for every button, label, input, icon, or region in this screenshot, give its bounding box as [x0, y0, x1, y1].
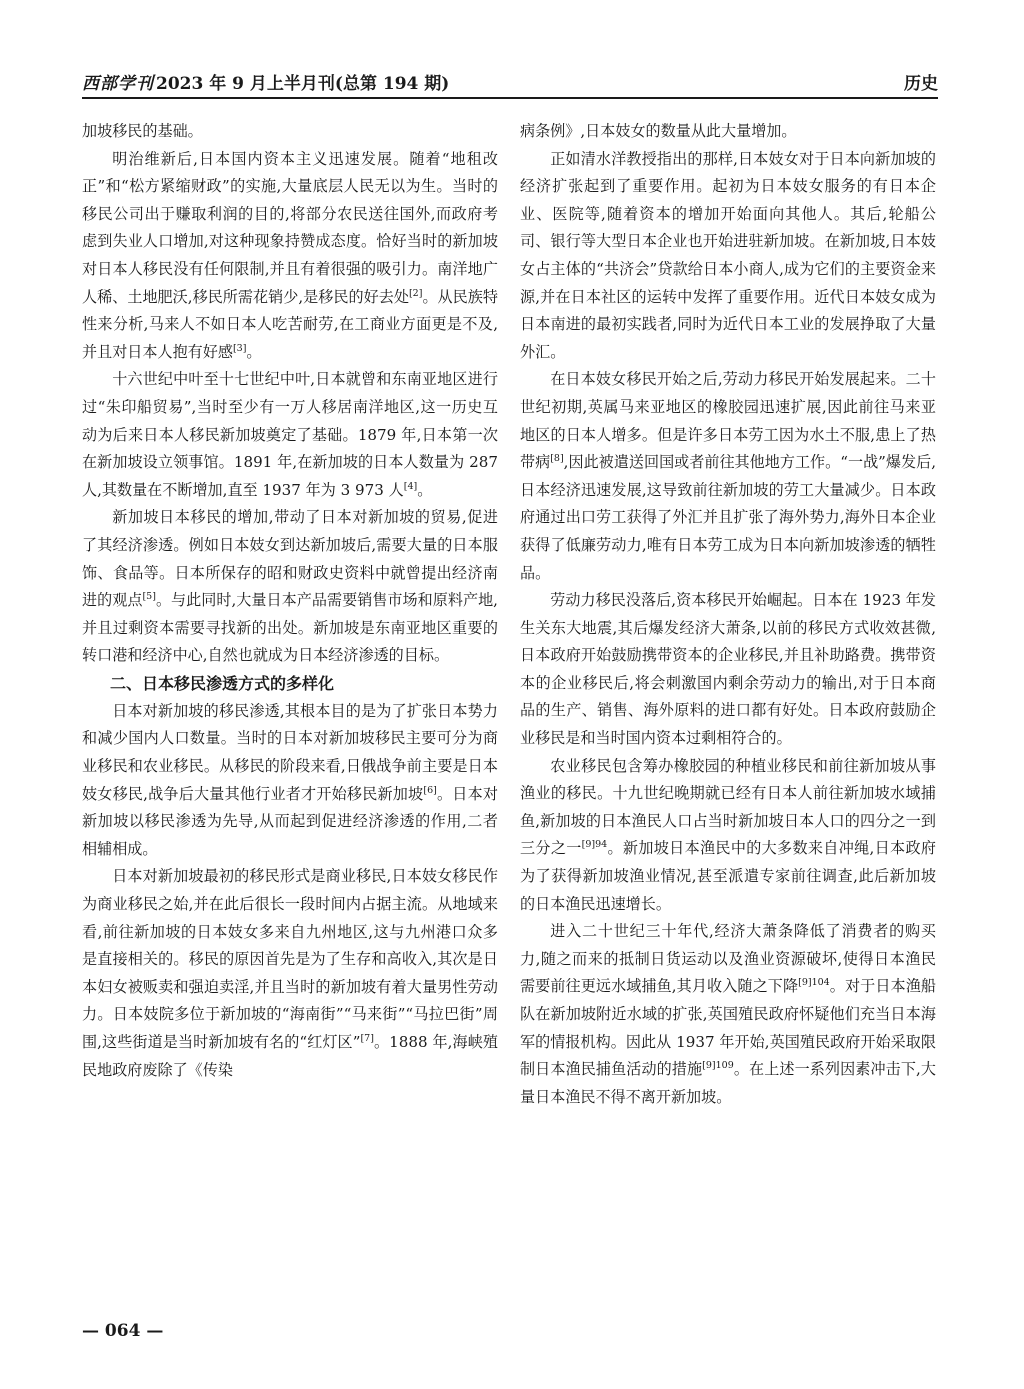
paragraph: 日本对新加坡最初的移民形式是商业移民,日本妓女移民作为商业移民之始,并在此后很长一段时间内占据主流。从地域来看,前往新加坡的日本妓女多来自九州地区,这与九州港口众多是直接相关的。移民的原因首先是为了生存和高收入,其次是日本妇女被贩卖和强迫卖淫,并且当时的新加坡有着大量男性劳动力。日本妓院多位于新加坡的“海南街”“马来街”“马拉巴街”周围,这些街道是当时新加坡有名的“红灯区”[7]。1888 年,海峡殖民地政府废除了《传染 [82, 867, 498, 1079]
citation: [7] [360, 1032, 374, 1044]
citation: [4] [403, 480, 418, 492]
journal-title [82, 71, 449, 97]
citation: [6] [423, 784, 437, 796]
section-label: 历史 [904, 74, 938, 94]
page-number: — 064 — [82, 1321, 164, 1341]
paragraph: 劳动力移民没落后,资本移民开始崛起。日本在 1923 年发生关东大地震,其后爆发经济大萧条,以前的移民方式收效甚微,日本政府开始鼓励携带资本的企业移民,并且补助路费。携带资本的企业移民后,将会刺激国内剩余劳动力的输出,对于日本商品的生产、销售、海外原料的进口都有好处。日本政府鼓励企业移民是和当时国内资本过剩相符合的。 [520, 591, 936, 748]
citation: [9]104 [798, 977, 830, 989]
issue-info: 2023 年 9 月上半月刊(总第 194 期) [156, 74, 450, 94]
citation: [5] [142, 591, 156, 603]
journal-logo: 西部学刊 [82, 74, 154, 94]
citation: [2] [408, 287, 423, 299]
paragraph: 十六世纪中叶至十七世纪中叶,日本就曾和东南亚地区进行过“朱印船贸易”,当时至少有一万人移居南洋地区,这一历史互动为后来日本人移民新加坡奠定了基础。1879 年,日本第一次在新加坡设立领事馆。1891 年,在新加坡的日本人数量为 287 人,其数量在不断增加,直至 1937 年为 3 973 人[4]。 [82, 370, 498, 499]
paragraph: 新加坡日本移民的增加,带动了日本对新加坡的贸易,促进了其经济渗透。例如日本妓女到达新加坡后,需要大量的日本服饰、食品等。日本所保存的昭和财政史资料中就曾提出经济南进的观点[5]。与此同时,大量日本产品需要销售市场和原料产地,并且过剩资本需要寻找新的出处。新加坡是东南亚地区重要的转口港和经济中心,自然也就成为日本经济渗透的目标。 [82, 508, 498, 665]
paragraph: 在日本妓女移民开始之后,劳动力移民开始发展起来。二十世纪初期,英属马来亚地区的橡胶园迅速扩展,因此前往马来亚地区的日本人增多。但是许多日本劳工因为水土不服,患上了热带病[8],因此被遣送回国或者前往其他地方工作。“一战”爆发后,日本经济迅速发展,这导致前往新加坡的劳工大量减少。日本政府通过出口劳工获得了外汇并且扩张了海外势力,海外日本企业获得了低廉劳动力,唯有日本劳工成为日本向新加坡渗透的牺牲品。 [520, 370, 936, 582]
citation: [8] [550, 453, 564, 465]
paragraph: 明治维新后,日本国内资本主义迅速发展。随着“地租改正”和“松方紧缩财政”的实施,大量底层人民无以为生。当时的移民公司出于赚取利润的目的,将部分农民送往国外,而政府考虑到失业人口增加,对这种现象持赞成态度。恰好当时的新加坡对日本人移民没有任何限制,并且有着很强的吸引力。南洋地广人稀、土地肥沃,移民所需花销少,是移民的好去处[2]。从民族特性来分析,马来人不如日本人吃苦耐劳,在工商业方面更是不及,并且对日本人抱有好感[3]。 [82, 149, 499, 361]
paragraph: 加坡移民的基础。 [82, 122, 203, 140]
left-column [82, 118, 498, 1084]
paragraph: 病条例》,日本妓女的数量从此大量增加。 [520, 122, 797, 140]
paragraph: 进入二十世纪三十年代,经济大萧条降低了消费者的购买力,随之而来的抵制日货运动以及渔业资源破坏,使得日本渔民需要前往更远水域捕鱼,其月收入随之下降$^{[9]104}$。对于日本渔船队在新加坡附近水域的扩张,英国殖民政府怀疑他们充当日本海军的情报机构。因此从 1937 年开始,英国殖民政府开始采取限制日本渔民捕鱼活动的措施$^{[9]109}$。在上述一系列因素冲击下,大量日本渔民不得不离开新加坡。 [520, 922, 936, 1106]
paragraph: 正如清水洋教授指出的那样,日本妓女对于日本向新加坡的经济扩张起到了重要作用。起初为日本妓女服务的有日本企业、医院等,随着资本的增加开始面向其他人。其后,轮船公司、银行等大型日本企业也开始进驻新加坡。在新加坡,日本妓女占主体的“共济会”贷款给日本小商人,成为它们的主要资金来源,并在日本社区的运转中发挥了重要作用。近代日本妓女成为日本南进的最初实践者,同时为近代日本工业的发展挣取了大量外汇。 [520, 149, 936, 361]
section-heading: 二、日本移民渗透方式的多样化 [110, 673, 335, 693]
right-column [520, 118, 936, 1111]
paragraph: 日本对新加坡的移民渗透,其根本目的是为了扩张日本势力和减少国内人口数量。当时的日本对新加坡移民主要可分为商业移民和农业移民。从移民的阶段来看,日俄战争前主要是日本妓女移民,战争后大量其他行业者才开始移民新加坡[6]。日本对新加坡以移民渗透为先导,从而起到促进经济渗透的作用,二者相辅相成。 [82, 701, 498, 858]
page-header [82, 71, 938, 99]
citation: [3] [232, 342, 247, 354]
citation: [9]94 [581, 839, 608, 851]
citation: [9]109 [702, 1060, 734, 1072]
paragraph: 农业移民包含筹办橡胶园的种植业移民和前往新加坡从事渔业的移民。十九世纪晚期就已经有日本人前往新加坡水域捕鱼,新加坡的日本渔民人口占当时新加坡日本人口的四分之一到三分之一$^{[9]94}$。新加坡日本渔民中的大多数来自冲绳,日本政府为了获得新加坡渔业情况,甚至派遣专家前往调查,此后新加坡的日本渔民迅速增长。 [520, 756, 936, 913]
